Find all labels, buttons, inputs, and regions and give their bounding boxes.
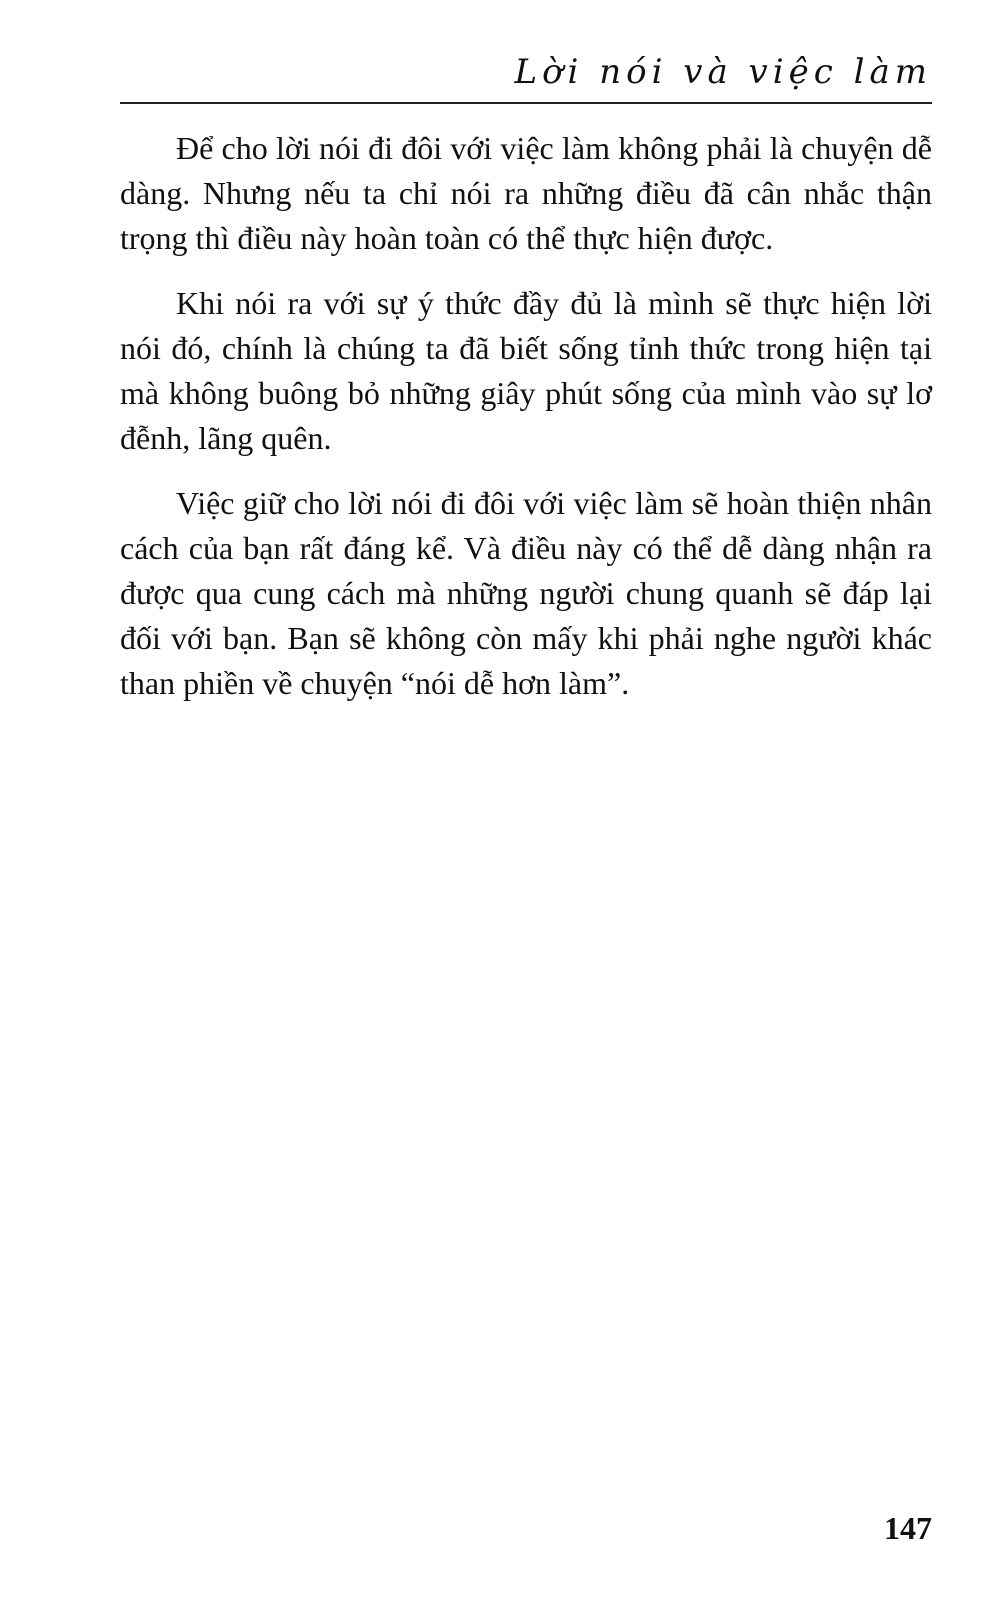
paragraph-2: Khi nói ra với sự ý thức đầy đủ là mình sẽ thực hiện lời nói đó, chính là chúng ta đã biết sống tỉnh thức trong hiện tại mà không buông bỏ những giây phút sống của mình vào sự lơ đễnh, lãng quên. [120, 285, 932, 456]
page-number: 147 [884, 1510, 932, 1546]
running-header-title: Lời nói và việc làm [514, 52, 932, 92]
body-text [120, 126, 932, 726]
paragraph-3: Việc giữ cho lời nói đi đôi với việc làm sẽ hoàn thiện nhân cách của bạn rất đáng kể. Và điều này có thể dễ dàng nhận ra được qua cung cách mà những người chung quanh sẽ đáp lại đối với bạn. Bạn sẽ không còn mấy khi phải nghe người khác than phiền về chuyện “nói dễ hơn làm”. [120, 485, 932, 701]
paragraph-1: Để cho lời nói đi đôi với việc làm không phải là chuyện dễ dàng. Nhưng nếu ta chỉ nói ra những điều đã cân nhắc thận trọng thì điều này hoàn toàn có thể thực hiện được. [120, 130, 932, 256]
header-divider [120, 102, 932, 104]
